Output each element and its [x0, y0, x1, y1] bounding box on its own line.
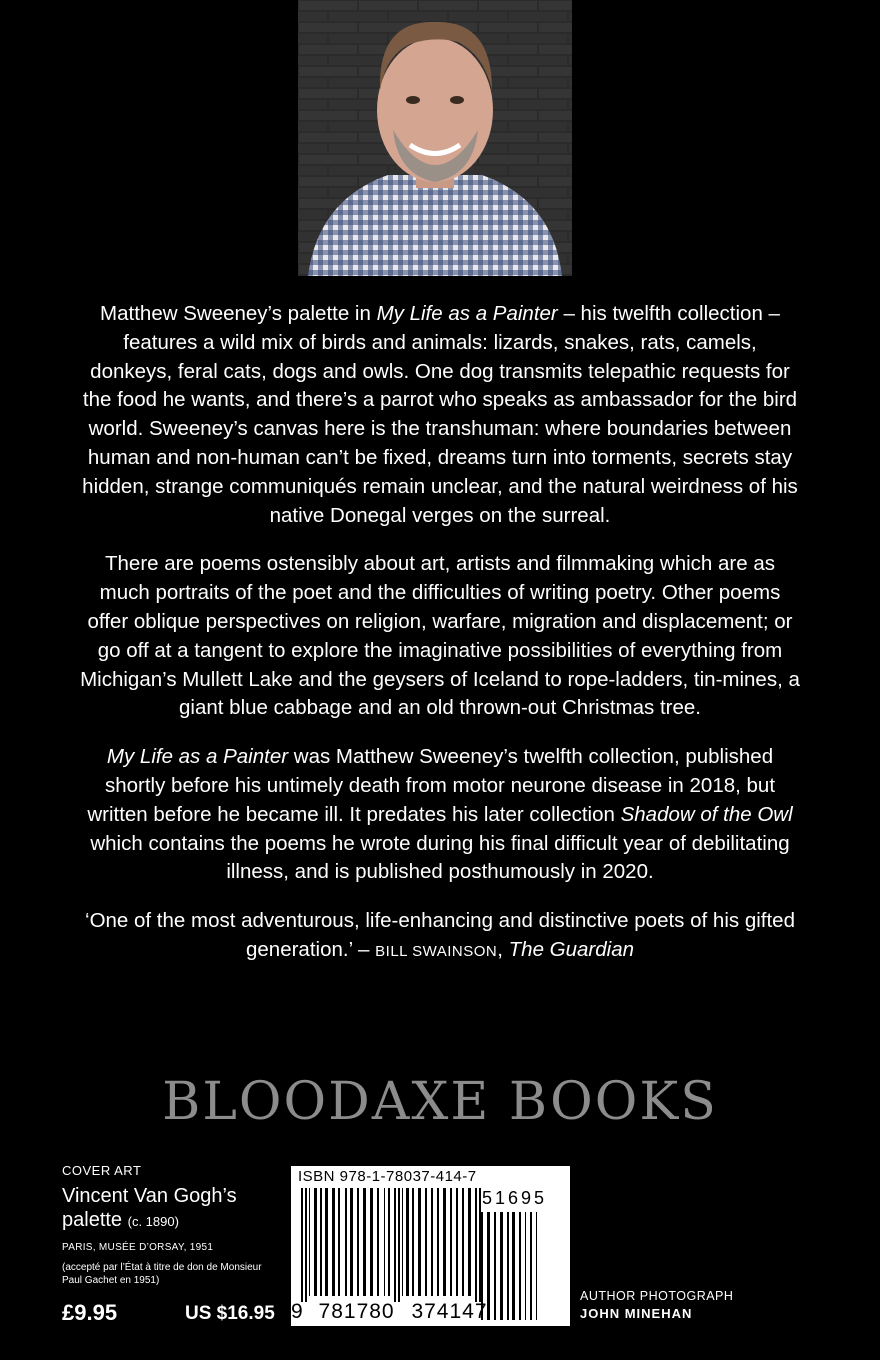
blurb-p3-seg-3: which contains the poems he wrote during his final difficult year of debilitating illness, and is published posthumously in 2020. [90, 831, 790, 884]
later-book-title: Shadow of the Owl [620, 802, 793, 826]
barcode-bar [394, 1188, 396, 1302]
quote-attribution: BILL SWAINSON [375, 942, 498, 960]
cover-art-title-text: Vincent Van Gogh’s palette [62, 1185, 237, 1231]
barcode-bar [314, 1188, 317, 1296]
barcode-bar [456, 1188, 458, 1296]
photo-credit-name: JOHN MINEHAN [580, 1306, 693, 1321]
blurb-p2-seg-0: There are poems ostensibly about art, artists and filmmaking which are as much portraits of the poet and the difficulties of writing poetry. Other poems offer oblique perspectives on religion, warfare, migration and displacement; or go off at a tangent to explore the imaginative possibilities of everything from Michigan’s Mullett Lake and the geysers of Iceland to rope-ladders, tin-mines, a giant blue cabbage and an old thrown-out Christmas tree. [80, 552, 800, 720]
cover-art-label: COVER ART [62, 1163, 142, 1178]
book-title: My Life as a Painter [106, 745, 289, 769]
barcode-bar [357, 1188, 359, 1296]
barcode-bar [384, 1188, 385, 1296]
barcode-first-digit: 9 [291, 1300, 304, 1323]
barcode-bar [325, 1188, 328, 1296]
price-us: US $16.95 [185, 1303, 275, 1324]
barcode-bar [320, 1188, 322, 1296]
blurb-paragraph-1 [80, 300, 800, 530]
barcode-bar [525, 1212, 526, 1320]
quote-sep: , [497, 937, 509, 961]
barcode-bar [370, 1188, 373, 1296]
barcode-bar [530, 1212, 532, 1320]
barcode-bar [494, 1212, 496, 1320]
isbn-label: ISBN 978-1-78037-414-7 [298, 1168, 477, 1185]
barcode-bar [431, 1188, 433, 1296]
barcode-bar [418, 1188, 421, 1296]
barcode-bar [377, 1188, 379, 1296]
barcode-bar [507, 1212, 509, 1320]
barcode-bar [309, 1188, 310, 1296]
barcode-bar [402, 1188, 403, 1296]
blurb-p1-seg-2: – his twelfth collection – features a wild mix of birds and animals: lizards, snakes, rats, camels, donkeys, feral cats, dogs and owls. One dog transmits telepathic requests for the food he wants, and there’s a parrot who speaks as ambassador for the bird world. Sweeney’s canvas here is the transhuman: where boundaries between human and non-human can’t be fixed, dreams turn into torments, secrets stay hidden, strange communiqués remain unclear, and the natural weirdness of his native Donegal verges on the surreal. [82, 302, 798, 527]
book-title: My Life as a Painter [376, 302, 558, 325]
blurb [80, 300, 800, 987]
barcode-digits [291, 1300, 488, 1324]
barcode-bar [332, 1188, 335, 1296]
barcode-bar [450, 1188, 452, 1296]
price-gbp: £9.95 [62, 1300, 118, 1325]
cover-art-credit [62, 1163, 262, 1287]
barcode-bar [479, 1188, 481, 1302]
photo-credit-label: AUTHOR PHOTOGRAPH [580, 1289, 734, 1303]
barcode-bar [443, 1188, 446, 1296]
barcode-bar [519, 1212, 521, 1320]
publisher-logo: BLOODAXE BOOKS [162, 1072, 718, 1132]
blurb-paragraph-2 [80, 550, 800, 723]
author-photo-credit [580, 1289, 733, 1321]
cover-art-date: (c. 1890) [127, 1214, 179, 1229]
barcode-bar [437, 1188, 439, 1296]
barcode-bar [350, 1188, 353, 1296]
barcode-bar [363, 1188, 366, 1296]
barcode-bar [462, 1188, 464, 1296]
quote-text: ‘One of the most adventurous, life-enhancing and distinctive poets of his gifted generation.’ – [85, 909, 795, 961]
barcode-bar [406, 1188, 409, 1296]
barcode-bar [468, 1188, 471, 1296]
barcode-bar [475, 1188, 477, 1302]
author-photo [298, 0, 572, 276]
barcode-bar [425, 1188, 427, 1296]
barcode-group-2: 374147 [411, 1300, 488, 1323]
blurb-paragraph-3 [80, 743, 800, 887]
barcode-group-1: 781780 [318, 1300, 395, 1323]
barcode-bar [305, 1188, 307, 1302]
barcode-bar [500, 1212, 503, 1320]
barcode-bar [512, 1212, 515, 1320]
barcode-bar [398, 1188, 400, 1302]
cover-art-note: (accepté par l’État à titre de don de Monsieur Paul Gachet en 1951) [62, 1262, 262, 1286]
barcode-bar [536, 1212, 537, 1320]
barcode-bar [345, 1188, 347, 1296]
cover-art-location: PARIS, MUSÉE D’ORSAY, 1951 [62, 1242, 214, 1253]
barcode-bar [388, 1188, 390, 1296]
quote-source: The Guardian [508, 937, 635, 961]
barcode-addon-digits: 51695 [482, 1188, 548, 1208]
barcode-bar [301, 1188, 303, 1302]
isbn-barcode [291, 1166, 570, 1326]
review-quote [80, 907, 800, 967]
blurb-p1-seg-0: Matthew Sweeney’s palette in [100, 302, 377, 325]
barcode-bar [412, 1188, 414, 1296]
cover-art-title [62, 1184, 262, 1234]
barcode-bar [338, 1188, 340, 1296]
blurb-p3-seg-1: was Matthew Sweeney’s twelfth collection, published shortly before his untimely death from motor neurone disease in 2018, but written before he became ill. It predates his later collection [87, 745, 776, 826]
